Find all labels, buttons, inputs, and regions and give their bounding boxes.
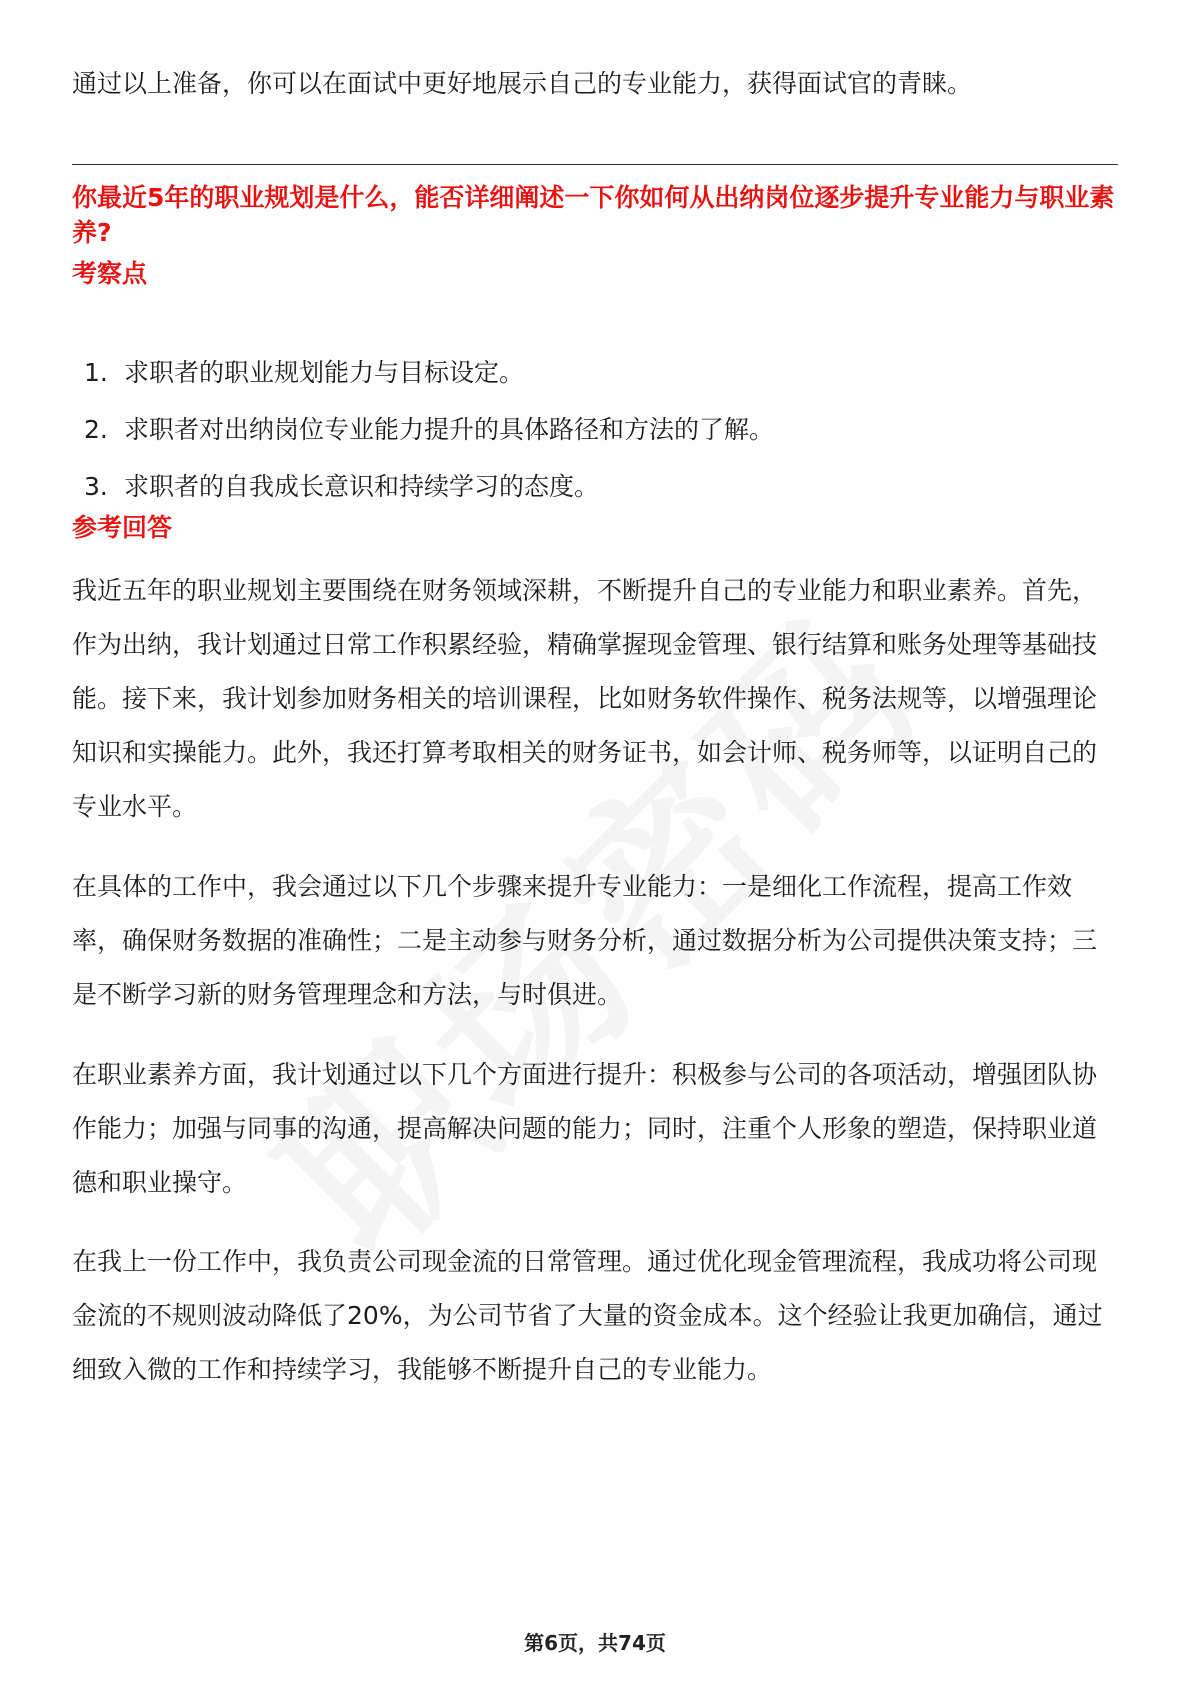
list-item-text: 求职者对出纳岗位专业能力提升的具体路径和方法的了解。 [124, 415, 775, 444]
considerations-list [84, 344, 774, 515]
list-item [84, 344, 774, 401]
list-item-number: 2. [84, 415, 108, 444]
answer-paragraph: 在职业素养方面，我计划通过以下几个方面进行提升：积极参与公司的各项活动，增强团队协作能力；加强与同事的沟通，提高解决问题的能力；同时，注重个人形象的塑造，保持职业道德和职业操守。 [72, 1060, 1098, 1197]
question-heading: 你最近5年的职业规划是什么，能否详细阐述一下你如何从出纳岗位逐步提升专业能力与职业素养? [72, 183, 1115, 247]
intro-paragraph: 通过以上准备，你可以在面试中更好地展示自己的专业能力，获得面试官的青睐。 [72, 69, 973, 98]
answer-paragraph: 在我上一份工作中，我负责公司现金流的日常管理。通过优化现金管理流程，我成功将公司现金流的不规则波动降低了20%，为公司节省了大量的资金成本。这个经验让我更加确信，通过细致入微的工作和持续学习，我能够不断提升自己的专业能力。 [72, 1247, 1103, 1384]
considerations-title: 考察点 [72, 259, 148, 288]
list-item [84, 401, 774, 458]
section-divider [72, 164, 1118, 165]
page-number: 第6页，共74页 [524, 1631, 666, 1655]
list-item-number: 1. [84, 358, 108, 387]
list-item-text: 求职者的自我成长意识和持续学习的态度。 [124, 472, 600, 501]
answer-title: 参考回答 [72, 513, 173, 542]
list-item [84, 458, 774, 515]
answer-paragraph: 在具体的工作中，我会通过以下几个步骤来提升专业能力：一是细化工作流程，提高工作效率，确保财务数据的准确性；二是主动参与财务分析，通过数据分析为公司提供决策支持；三是不断学习新的财务管理理念和方法，与时俱进。 [72, 872, 1098, 1009]
list-item-number: 3. [84, 472, 108, 501]
list-item-text: 求职者的职业规划能力与目标设定。 [124, 358, 525, 387]
answer-paragraph: 我近五年的职业规划主要围绕在财务领域深耕，不断提升自己的专业能力和职业素养。首先，作为出纳，我计划通过日常工作积累经验，精确掌握现金管理、银行结算和账务处理等基础技能。接下来，我计划参加财务相关的培训课程，比如财务软件操作、税务法规等，以增强理论知识和实操能力。此外，我还打算考取相关的财务证书，如会计师、税务师等，以证明自己的专业水平。 [72, 576, 1098, 821]
